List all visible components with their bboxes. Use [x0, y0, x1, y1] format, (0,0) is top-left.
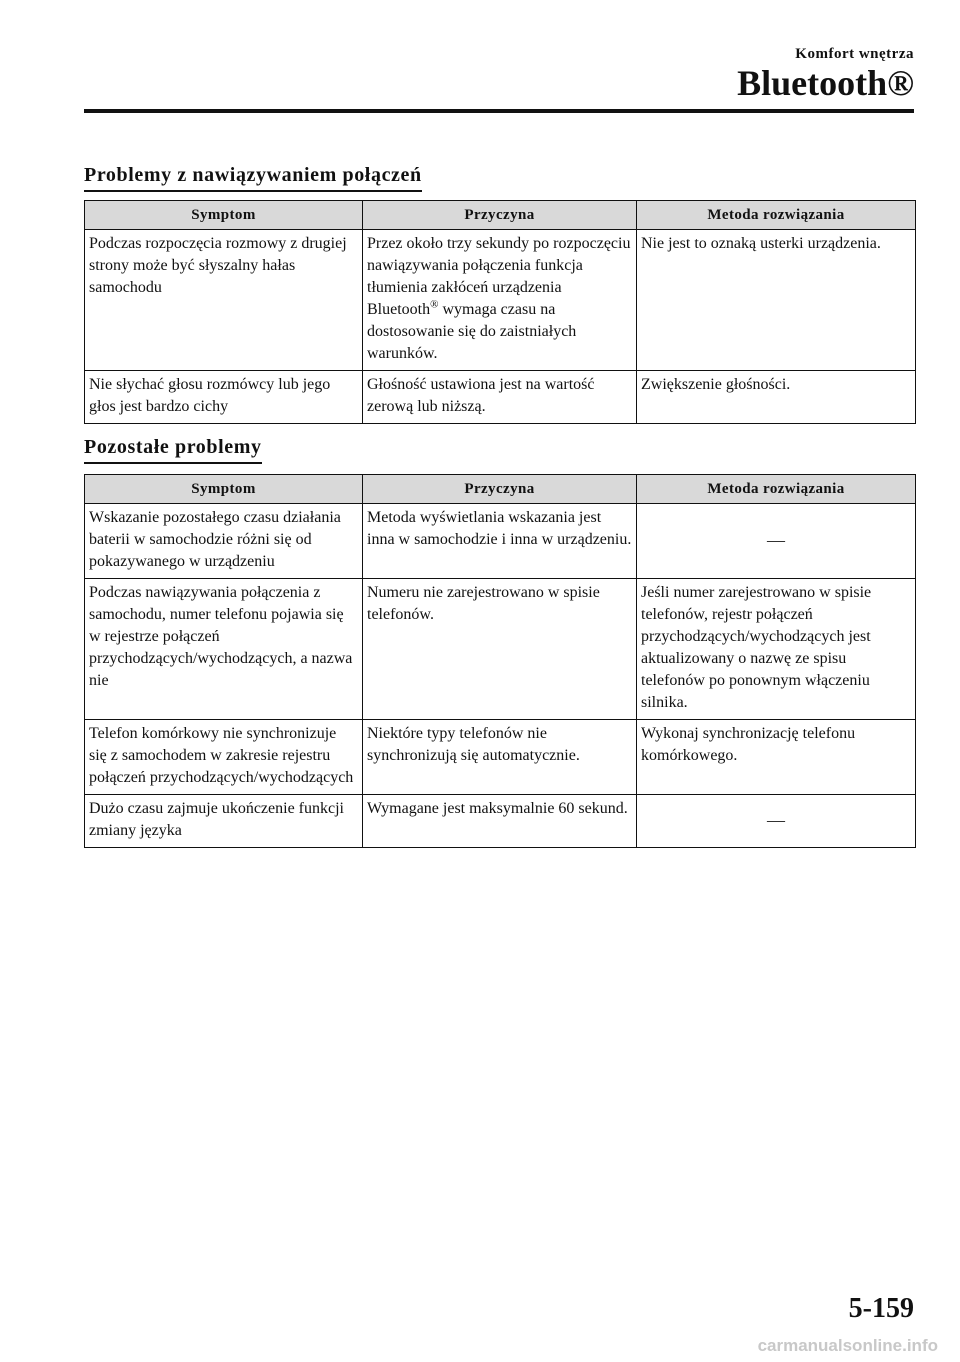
other-problems-table [84, 474, 916, 848]
symptom-cell: Telefon komórkowy nie synchronizuje się z samochodem w zakresie rejestru połączeń przychodzących/wychodzących [85, 720, 363, 795]
cause-cell: Metoda wyświetlania wskazania jest inna w samochodzie i inna w urządzeniu. [363, 504, 637, 579]
solution-cell: — [637, 504, 916, 579]
registered-mark: ® [430, 298, 439, 311]
symptom-cell: Wskazanie pozostałego czasu działania baterii w samochodzie różni się od pokazywanego w urządzeniu [85, 504, 363, 579]
solution-cell: Wykonaj synchronizację telefonu komórkowego. [637, 720, 916, 795]
solution-cell: Nie jest to oznaką usterki urządzenia. [637, 230, 916, 371]
column-header-symptom: Symptom [85, 475, 363, 504]
symptom-cell: Dużo czasu zajmuje ukończenie funkcji zmiany języka [85, 795, 363, 848]
symptom-cell: Nie słychać głosu rozmówcy lub jego głos jest bardzo cichy [85, 371, 363, 424]
cause-cell: Niektóre typy telefonów nie synchronizują się automatycznie. [363, 720, 637, 795]
column-header-symptom: Symptom [85, 201, 363, 230]
column-header-cause: Przyczyna [363, 475, 637, 504]
chapter-label: Komfort wnętrza [795, 46, 914, 62]
solution-cell: Zwiększenie głośności. [637, 371, 916, 424]
column-header-cause: Przyczyna [363, 201, 637, 230]
table-row [85, 371, 916, 424]
table-row [85, 230, 916, 371]
table-row [85, 504, 916, 579]
section-heading-connection: Problemy z nawiązywaniem połączeń [84, 164, 422, 192]
table-row [85, 795, 916, 848]
page-number: 5-159 [848, 1293, 914, 1324]
symptom-cell: Podczas rozpoczęcia rozmowy z drugiej strony może być słyszalny hałas samochodu [85, 230, 363, 371]
connection-problems-table [84, 200, 916, 424]
cause-cell: Głośność ustawiona jest na wartość zerową lub niższą. [363, 371, 637, 424]
cause-cell [363, 230, 637, 371]
table-header-row [85, 201, 916, 230]
table-header-row [85, 475, 916, 504]
column-header-solution: Metoda rozwiązania [637, 475, 916, 504]
symptom-cell: Podczas nawiązywania połączenia z samochodu, numer telefonu pojawia się w rejestrze połączeń przychodzących/wychodzących, a nazwa nie [85, 579, 363, 720]
cause-text: Przez około trzy sekundy po rozpoczęciu nawiązywania połączenia funkcja tłumienia zakłóceń urządzenia Bluetooth [367, 235, 631, 318]
header-divider [84, 109, 914, 113]
solution-cell: — [637, 795, 916, 848]
cause-cell: Numeru nie zarejestrowano w spisie telefonów. [363, 579, 637, 720]
cause-cell: Wymagane jest maksymalnie 60 sekund. [363, 795, 637, 848]
table-row [85, 720, 916, 795]
table-row [85, 579, 916, 720]
watermark: carmanualsonline.info [757, 1336, 938, 1355]
solution-cell: Jeśli numer zarejestrowano w spisie telefonów, rejestr połączeń przychodzących/wychodzących jest aktualizowany o nazwę ze spisu telefonów po ponownym włączeniu silnika. [637, 579, 916, 720]
column-header-solution: Metoda rozwiązania [637, 201, 916, 230]
cause-text-continued: wymaga czasu na dostosowanie się do zaistniałych warunków. [367, 301, 577, 362]
section-heading-other: Pozostałe problemy [84, 436, 262, 464]
page-title: Bluetooth® [737, 63, 914, 103]
